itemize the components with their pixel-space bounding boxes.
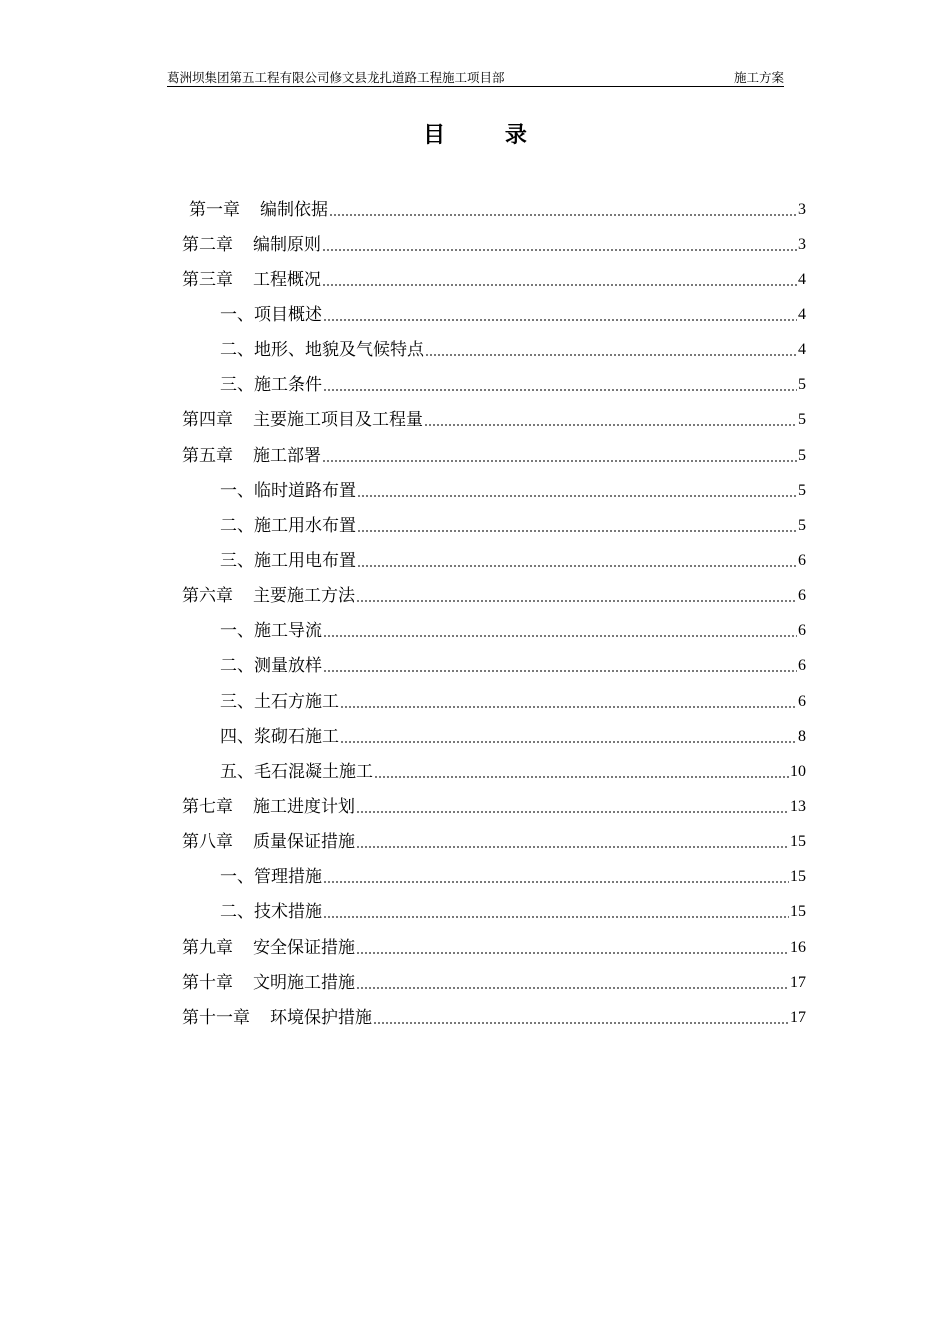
toc-entry-title: 主要施工方法: [253, 586, 355, 607]
toc-entry[interactable]: [182, 965, 806, 1000]
header-doc-type: 施工方案: [733, 70, 784, 85]
toc-entry-label: [182, 832, 355, 852]
toc-entry[interactable]: [182, 614, 806, 649]
toc-dot-leader: [356, 811, 789, 813]
toc-entry-title: 施工导流: [254, 621, 322, 642]
toc-dot-leader: [329, 214, 797, 216]
toc-entry[interactable]: [182, 297, 806, 332]
toc-entry-number: 第八章: [182, 832, 233, 853]
toc-entry[interactable]: [182, 508, 806, 543]
toc-entry-label: [220, 621, 322, 641]
toc-entry-title: 环境保护措施: [270, 1007, 372, 1028]
toc-dot-leader: [323, 881, 789, 883]
page-title: 目 录: [423, 122, 553, 148]
toc-dot-leader: [356, 846, 789, 848]
toc-entry-page-number: 4: [798, 341, 806, 359]
toc-entry[interactable]: [182, 895, 806, 930]
toc-entry-page-number: 16: [790, 938, 806, 956]
toc-entry-page-number: 6: [798, 692, 806, 710]
toc-entry[interactable]: [182, 403, 806, 438]
toc-dot-leader: [373, 1022, 789, 1024]
toc-dot-leader: [424, 424, 797, 426]
toc-dot-leader: [357, 565, 797, 567]
toc-entry[interactable]: [182, 543, 806, 578]
toc-entry-title: 测量放样: [254, 656, 322, 677]
toc-entry-page-number: 17: [790, 973, 806, 991]
toc-entry-label: [182, 446, 321, 466]
toc-entry-page-number: 6: [798, 551, 806, 569]
toc-dot-leader: [340, 741, 797, 743]
toc-dot-leader: [322, 249, 797, 251]
toc-entry-page-number: 5: [798, 376, 806, 394]
toc-entry-title: 质量保证措施: [253, 832, 355, 853]
toc-entry-label: [220, 762, 373, 782]
toc-entry-label: [220, 516, 356, 536]
toc-entry-page-number: 4: [798, 305, 806, 323]
toc-entry-number: 一、: [220, 304, 254, 325]
toc-entry-label: [220, 375, 322, 395]
toc-dot-leader: [322, 284, 797, 286]
toc-entry-title: 毛石混凝土施工: [254, 761, 373, 782]
toc-entry-page-number: 4: [798, 270, 806, 288]
toc-dot-leader: [323, 389, 797, 391]
toc-entry-page-number: 17: [790, 1008, 806, 1026]
toc-entry-number: 三、: [220, 550, 254, 571]
toc-dot-leader: [323, 670, 797, 672]
toc-entry-title: 技术措施: [254, 902, 322, 923]
toc-dot-leader: [323, 319, 797, 321]
toc-entry-page-number: 15: [790, 903, 806, 921]
toc-entry-page-number: 15: [790, 868, 806, 886]
toc-entry-label: [182, 1008, 372, 1028]
toc-entry-number: 二、: [220, 902, 254, 923]
toc-entry[interactable]: [182, 368, 806, 403]
toc-entry-label: [220, 481, 356, 501]
toc-dot-leader: [323, 635, 797, 637]
toc-entry-page-number: 5: [798, 481, 806, 499]
toc-entry-number: 第五章: [182, 445, 233, 466]
toc-entry-number: 第二章: [182, 234, 233, 255]
toc-entry-title: 安全保证措施: [253, 937, 355, 958]
toc-entry[interactable]: [182, 684, 806, 719]
toc-dot-leader: [356, 952, 789, 954]
toc-entry-number: 第一章: [189, 199, 240, 220]
toc-entry-page-number: 6: [798, 657, 806, 675]
toc-entry-title: 施工用电布置: [254, 550, 356, 571]
toc-entry-page-number: 6: [798, 622, 806, 640]
toc-entry-number: 二、: [220, 340, 254, 361]
toc-entry-number: 三、: [220, 375, 254, 396]
toc-entry-number: 三、: [220, 691, 254, 712]
toc-entry-number: 第七章: [182, 796, 233, 817]
toc-entry-title: 文明施工措施: [253, 972, 355, 993]
toc-entry-number: 第六章: [182, 586, 233, 607]
toc-dot-leader: [425, 354, 797, 356]
toc-entry-number: 一、: [220, 480, 254, 501]
toc-entry-page-number: 5: [798, 516, 806, 534]
toc-entry-title: 项目概述: [254, 304, 322, 325]
page-header: [167, 70, 784, 87]
toc-entry-number: 第十章: [182, 972, 233, 993]
toc-entry[interactable]: [182, 649, 806, 684]
toc-entry-label: [220, 692, 339, 712]
toc-entry-page-number: 10: [790, 762, 806, 780]
toc-entry[interactable]: [182, 930, 806, 965]
toc-dot-leader: [356, 987, 789, 989]
toc-entry[interactable]: [182, 227, 806, 262]
toc-dot-leader: [323, 916, 789, 918]
toc-entry-title: 地形、地貌及气候特点: [254, 340, 424, 361]
toc-entry[interactable]: [182, 1000, 806, 1035]
toc-entry-number: 二、: [220, 656, 254, 677]
toc-entry[interactable]: [182, 579, 806, 614]
toc-entry-title: 施工部署: [253, 445, 321, 466]
toc-entry[interactable]: [182, 825, 806, 860]
toc-entry-title: 编制依据: [260, 199, 328, 220]
toc-entry-label: [220, 902, 322, 922]
toc-entry-page-number: 3: [798, 235, 806, 253]
toc-dot-leader: [340, 706, 797, 708]
toc-dot-leader: [322, 460, 797, 462]
toc-entry-number: 一、: [220, 621, 254, 642]
toc-entry-label: [182, 235, 321, 255]
toc-entry-page-number: 8: [798, 727, 806, 745]
toc-entry-title: 施工进度计划: [253, 796, 355, 817]
toc-entry[interactable]: [182, 789, 806, 824]
toc-entry-number: 第十一章: [182, 1007, 250, 1028]
toc-entry-number: 一、: [220, 867, 254, 888]
toc-entry-number: 第九章: [182, 937, 233, 958]
toc-entry-page-number: 13: [790, 797, 806, 815]
toc-entry-title: 浆砌石施工: [254, 726, 339, 747]
toc-entry-label: [220, 551, 356, 571]
table-of-contents: [182, 192, 806, 1035]
toc-entry-title: 土石方施工: [254, 691, 339, 712]
toc-dot-leader: [357, 530, 797, 532]
toc-entry[interactable]: [182, 719, 806, 754]
toc-entry-title: 主要施工项目及工程量: [253, 410, 423, 431]
toc-entry-number: 四、: [220, 726, 254, 747]
toc-entry[interactable]: [182, 860, 806, 895]
toc-entry-label: [182, 410, 423, 430]
toc-entry-page-number: 5: [798, 411, 806, 429]
toc-entry[interactable]: [182, 262, 806, 297]
toc-entry-number: 二、: [220, 515, 254, 536]
toc-entry-label: [189, 200, 328, 220]
toc-entry[interactable]: [182, 192, 806, 227]
toc-entry-label: [182, 938, 355, 958]
toc-entry[interactable]: [182, 438, 806, 473]
toc-entry-page-number: 3: [798, 200, 806, 218]
toc-entry-label: [220, 656, 322, 676]
toc-dot-leader: [356, 600, 797, 602]
toc-entry-label: [182, 797, 355, 817]
toc-entry-label: [182, 586, 355, 606]
toc-dot-leader: [357, 495, 797, 497]
toc-entry-title: 管理措施: [254, 867, 322, 888]
header-organization: 葛洲坝集团第五工程有限公司修文县龙扎道路工程施工项目部: [167, 70, 505, 85]
toc-entry[interactable]: [182, 754, 806, 789]
toc-entry-page-number: 15: [790, 833, 806, 851]
toc-entry-number: 第四章: [182, 410, 233, 431]
toc-entry[interactable]: [182, 333, 806, 368]
toc-entry-label: [220, 727, 339, 747]
toc-entry-title: 临时道路布置: [254, 480, 356, 501]
toc-entry-label: [220, 340, 424, 360]
toc-entry-label: [182, 270, 321, 290]
toc-entry-page-number: 5: [798, 446, 806, 464]
toc-entry-label: [182, 973, 355, 993]
toc-entry-number: 第三章: [182, 269, 233, 290]
toc-entry-label: [220, 305, 322, 325]
toc-entry-label: [220, 867, 322, 887]
toc-entry-title: 施工用水布置: [254, 515, 356, 536]
toc-entry[interactable]: [182, 473, 806, 508]
toc-entry-title: 施工条件: [254, 375, 322, 396]
toc-entry-title: 编制原则: [253, 234, 321, 255]
toc-entry-number: 五、: [220, 761, 254, 782]
toc-entry-title: 工程概况: [253, 269, 321, 290]
toc-dot-leader: [374, 776, 789, 778]
toc-entry-page-number: 6: [798, 587, 806, 605]
